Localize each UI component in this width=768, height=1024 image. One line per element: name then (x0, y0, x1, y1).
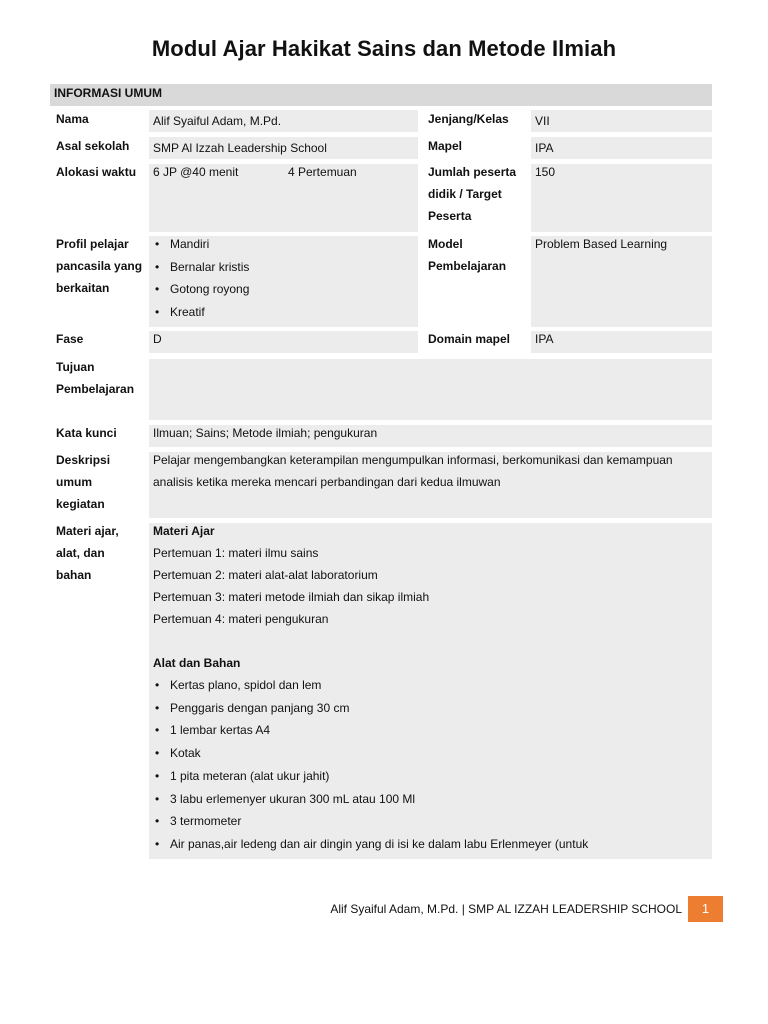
value-pertemuan-count: 4 Pertemuan (288, 165, 357, 179)
list-item: • 3 termometer (153, 810, 708, 833)
list-item: • Gotong royong (153, 278, 414, 301)
label-materi: Materi ajar, alat, dan bahan (56, 524, 119, 582)
label-jenjang: Jenjang/Kelas (428, 112, 509, 126)
value-jumlah-peserta: 150 (531, 164, 712, 232)
label-mapel: Mapel (428, 139, 463, 153)
value-profil-pelajar (149, 236, 418, 327)
document-title: Modul Ajar Hakikat Sains dan Metode Ilmiah (151, 36, 617, 61)
value-asal-sekolah: SMP Al Izzah Leadership School (149, 137, 418, 159)
value-alokasi-waktu (149, 164, 418, 232)
list-item: • Kertas plano, spidol dan lem (153, 674, 708, 697)
label-profil-pelajar: Profil pelajar pancasila yang berkaitan (56, 237, 143, 295)
value-jp: 6 JP @40 menit (153, 165, 239, 179)
value-tujuan (149, 359, 712, 420)
value-domain-mapel: IPA (531, 331, 712, 353)
value-materi (149, 523, 712, 859)
label-alokasi-waktu: Alokasi waktu (56, 165, 137, 179)
label-tujuan: Tujuan Pembelajaran (56, 360, 135, 396)
list-item: • Air panas,air ledeng dan air dingin yang di isi ke dalam labu Erlenmeyer (untuk (153, 833, 708, 856)
page-number-badge: 1 (688, 896, 723, 922)
label-deskripsi: Deskripsi umum kegiatan (56, 453, 111, 511)
list-item: • Penggaris dengan panjang 30 cm (153, 697, 708, 720)
value-deskripsi: Pelajar mengembangkan keterampilan mengumpulkan informasi, berkomunikasi dan kemampuan analisis ketika mereka mencari perbandingan dari kedua ilmuwan (149, 452, 712, 518)
label-nama: Nama (56, 112, 89, 126)
value-kata-kunci: Ilmuan; Sains; Metode ilmiah; pengukuran (149, 425, 712, 447)
pertemuan-item: Pertemuan 1: materi ilmu sains (153, 546, 319, 560)
list-item: • Bernalar kristis (153, 256, 414, 279)
pertemuan-item: Pertemuan 3: materi metode ilmiah dan sikap ilmiah (153, 590, 430, 604)
label-jumlah-peserta: Jumlah peserta didik / Target Peserta (428, 165, 517, 223)
list-item: • 3 labu erlemenyer ukuran 300 mL atau 100 Ml (153, 788, 708, 811)
list-item: • Kotak (153, 742, 708, 765)
label-model-pembelajaran: Model Pembelajaran (428, 237, 507, 273)
pertemuan-item: Pertemuan 4: materi pengukuran (153, 612, 329, 626)
label-fase: Fase (56, 332, 84, 346)
value-nama: Alif Syaiful Adam, M.Pd. (149, 110, 418, 132)
label-kata-kunci: Kata kunci (56, 426, 117, 440)
list-item: • 1 pita meteran (alat ukur jahit) (153, 765, 708, 788)
materi-heading: Materi Ajar (153, 524, 215, 538)
value-fase: D (149, 331, 418, 353)
value-jenjang: VII (531, 110, 712, 132)
list-item: • Mandiri (153, 233, 414, 256)
pertemuan-item: Pertemuan 2: materi alat-alat laboratorium (153, 568, 378, 582)
list-item: • 1 lembar kertas A4 (153, 719, 708, 742)
label-domain-mapel: Domain mapel (428, 332, 511, 346)
value-mapel: IPA (531, 137, 712, 159)
list-item: • Kreatif (153, 301, 414, 324)
footer-text: Alif Syaiful Adam, M.Pd. | SMP AL IZZAH LEADERSHIP SCHOOL (330, 902, 682, 916)
value-model-pembelajaran: Problem Based Learning (531, 236, 712, 327)
label-asal-sekolah: Asal sekolah (56, 139, 130, 153)
alat-heading: Alat dan Bahan (153, 656, 241, 670)
section-header: INFORMASI UMUM (50, 84, 712, 106)
